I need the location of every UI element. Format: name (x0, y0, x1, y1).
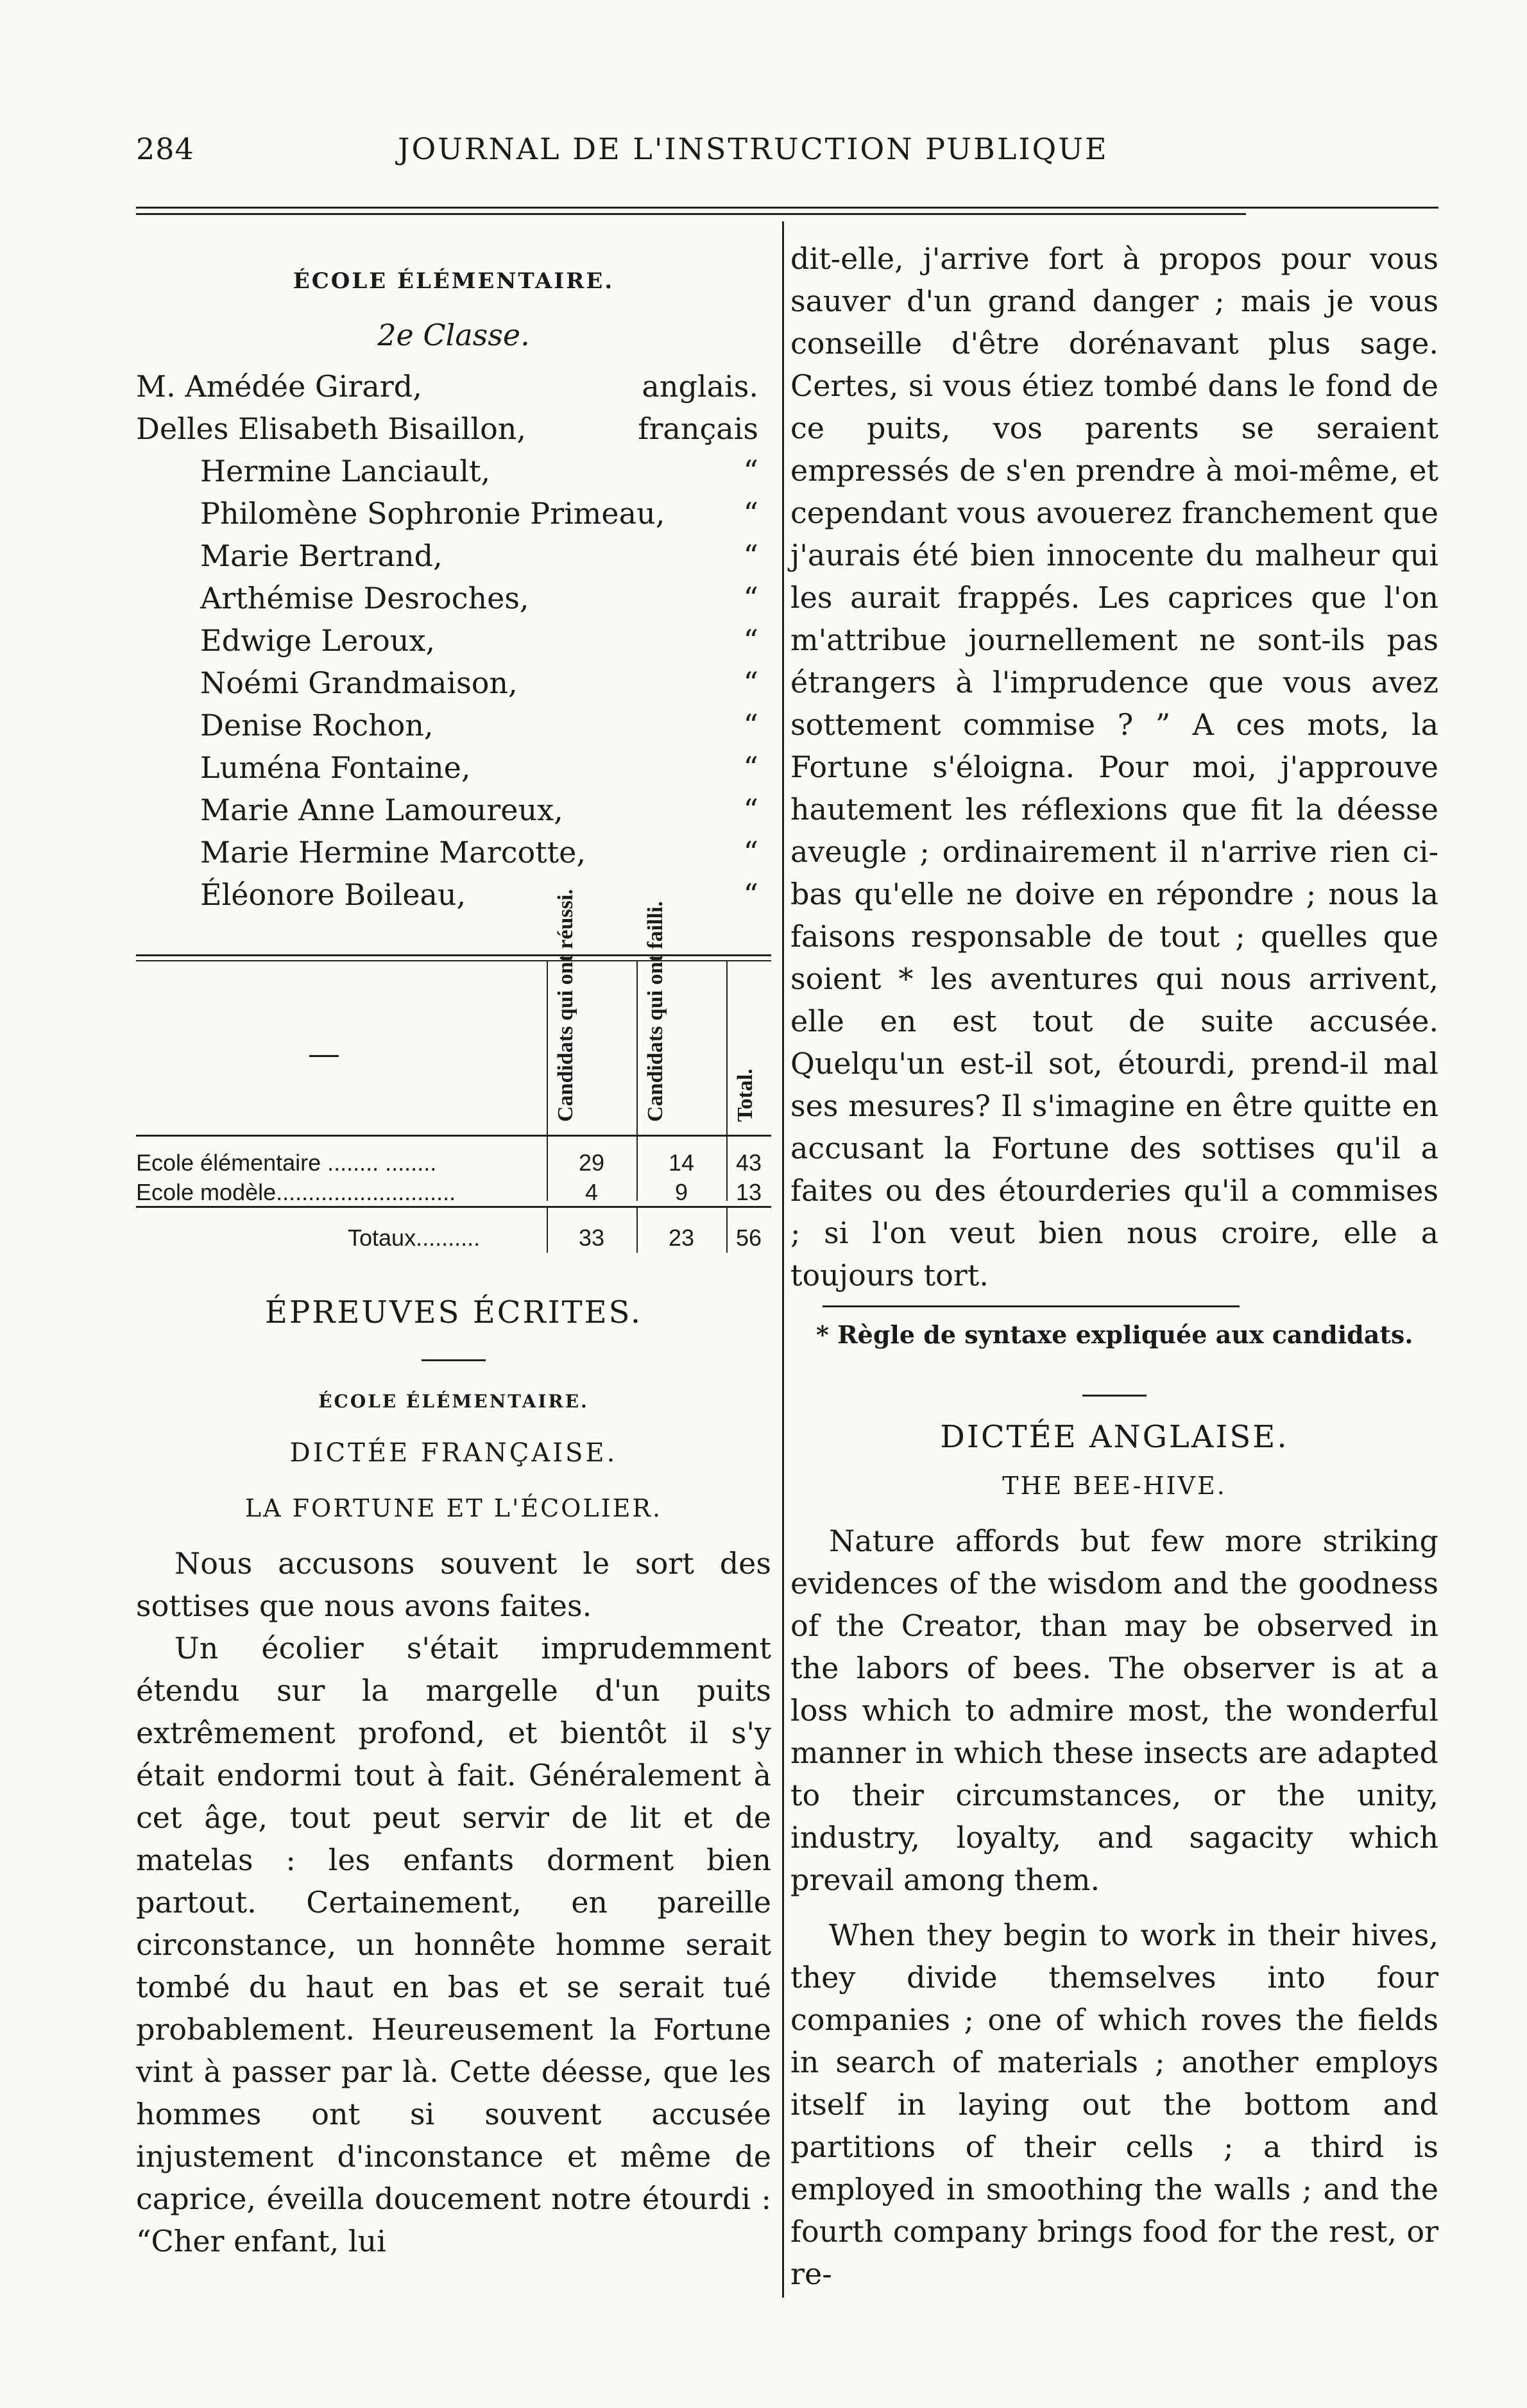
sub-school-title: ÉCOLE ÉLÉMENTAIRE. (318, 1391, 589, 1412)
left-column (136, 260, 771, 2262)
page-number: 284 (136, 132, 194, 166)
col-passed-header: Candidats qui ont réussi. (547, 961, 638, 1135)
roster-row: Marie Anne Lamoureux, “ (200, 793, 758, 827)
col-failed-header: Candidats qui ont failli. (636, 961, 728, 1135)
paragraph: Nature affords but few more striking evidences of the wisdom and the goodness of the Creator, than may be observed in the labors of bees. The observer is at a loss which to admire most, the wonderful manner in which these insects are adapted to their circumstances, or the unity, industry, loyalty, and sagacity which prevail among them. (790, 1524, 1438, 1897)
paragraph: Un écolier s'était imprudemment étendu sur la margelle d'un puits extrêmement profond, et bientôt il s'y était endormi tout à fait. Généralement à cet âge, tout peut servir de lit et de matelas : les enfants dorment bien partout. Certainement, en pareille circonstance, un honnête homme serait tombé du haut en bas et se serait tué probablement. Heureusement la Fortune vint à passer par là. Cette déesse, que les hommes ont si souvent accusée injustement d'inconstance et même de caprice, éveilla doucement notre étourdi : “Cher enfant, lui (136, 1631, 771, 2258)
roster-row: Philomène Sophronie Primeau, “ (200, 496, 758, 531)
roster-row: Delles Elisabeth Bisaillon, français (136, 411, 758, 446)
column-divider (782, 221, 784, 2298)
paragraph: Nous accusons souvent le sort des sottises que nous avons faites. (136, 1546, 771, 1623)
student-roster (136, 365, 771, 916)
school-title: ÉCOLE ÉLÉMENTAIRE. (293, 268, 615, 294)
story-continuation: dit-elle, j'arrive fort à propos pour vous sauver d'un grand danger ; mais je vous conseille d'être dorénavant plus sage. Certes, si vous étiez tombé dans le fond de ce puits, vos parents se seraient empressés de s'en prendre à moi-même, et cependant vous avouerez franchement que j'aurais été bien innocente du malheur qui les aurait frappés. Les caprices que l'on m'attribue journellement ne sont-ils pas étrangers à l'imprudence que vous avez sottement commise ? ” A ces mots, la Fortune s'éloigna. Pour moi, j'approuve hautement les réflexions que fit la déesse aveugle ; ordinairement il n'arrive rien ci-bas qu'elle ne doive en répondre ; nous la faisons responsable de tout ; quelles que soient * les aventures qui nous arrivent, elle en est tout de suite accusée. Quelqu'un est-il sot, étourdi, prend-il mal ses mesures? Il s'imagine en être quitte en accusant la Fortune des sottises qu'il a faites ou des étourderies qu'il a commises ; si l'on veut bien nous croire, elle a toujours tort. (790, 241, 1438, 1293)
table-row: Ecole élémentaire ........ ........ 29 14 43 (136, 1149, 762, 1176)
header-rule (136, 207, 1438, 209)
table-body (136, 1135, 771, 1205)
footnote: * Règle de syntaxe expliquée aux candidats. (816, 1320, 1413, 1349)
roster-row: Edwige Leroux, “ (200, 623, 758, 658)
running-head: JOURNAL DE L'INSTRUCTION PUBLIQUE (398, 132, 1109, 166)
roster-row: Luména Fontaine, “ (200, 750, 758, 785)
short-rule (1082, 1395, 1147, 1397)
section-title: DICTÉE ANGLAISE. (940, 1419, 1289, 1455)
classe-title: 2e Classe. (377, 318, 530, 352)
right-column (790, 237, 1438, 2295)
header-rule-second (136, 213, 1246, 215)
story-title: LA FORTUNE ET L'ÉCOLIER. (244, 1494, 663, 1522)
table-row: Ecole modèle............................ 4 9 13 (136, 1179, 762, 1205)
roster-row: M. Amédée Girard, anglais. (136, 369, 758, 404)
col-total-header: Total. (726, 961, 772, 1135)
roster-row: Hermine Lanciault, “ (200, 454, 758, 488)
story-text (136, 1542, 771, 2262)
footnote-rule (823, 1305, 1240, 1307)
section-title: ÉPREUVES ÉCRITES. (264, 1294, 643, 1330)
dictee-title: DICTÉE FRANÇAISE. (289, 1438, 618, 1468)
roster-row: Denise Rochon, “ (200, 708, 758, 743)
roster-row: Éléonore Boileau, “ (200, 877, 758, 912)
bee-hive-text (790, 1520, 1438, 2295)
header-dash: — (309, 1036, 339, 1070)
short-rule (422, 1359, 486, 1361)
roster-row: Marie Bertrand, “ (200, 538, 758, 573)
bee-hive-title: THE BEE-HIVE. (1002, 1472, 1227, 1500)
roster-row: Noémi Grandmaison, “ (200, 666, 758, 700)
roster-row: Arthémise Desroches, “ (200, 581, 758, 615)
roster-row: Marie Hermine Marcotte, “ (200, 835, 758, 870)
paragraph: When they begin to work in their hives, they divide themselves into four companies ; one of which roves the fields in search of materials ; another employs itself in laying out the bottom and partitions of their cells ; a third is employed in smoothing the walls ; and the fourth company brings food for the rest, or re- (790, 1918, 1438, 2291)
table-top-rule (136, 954, 771, 956)
table-total-row: Totaux.......... 33 23 56 (136, 1206, 771, 1253)
